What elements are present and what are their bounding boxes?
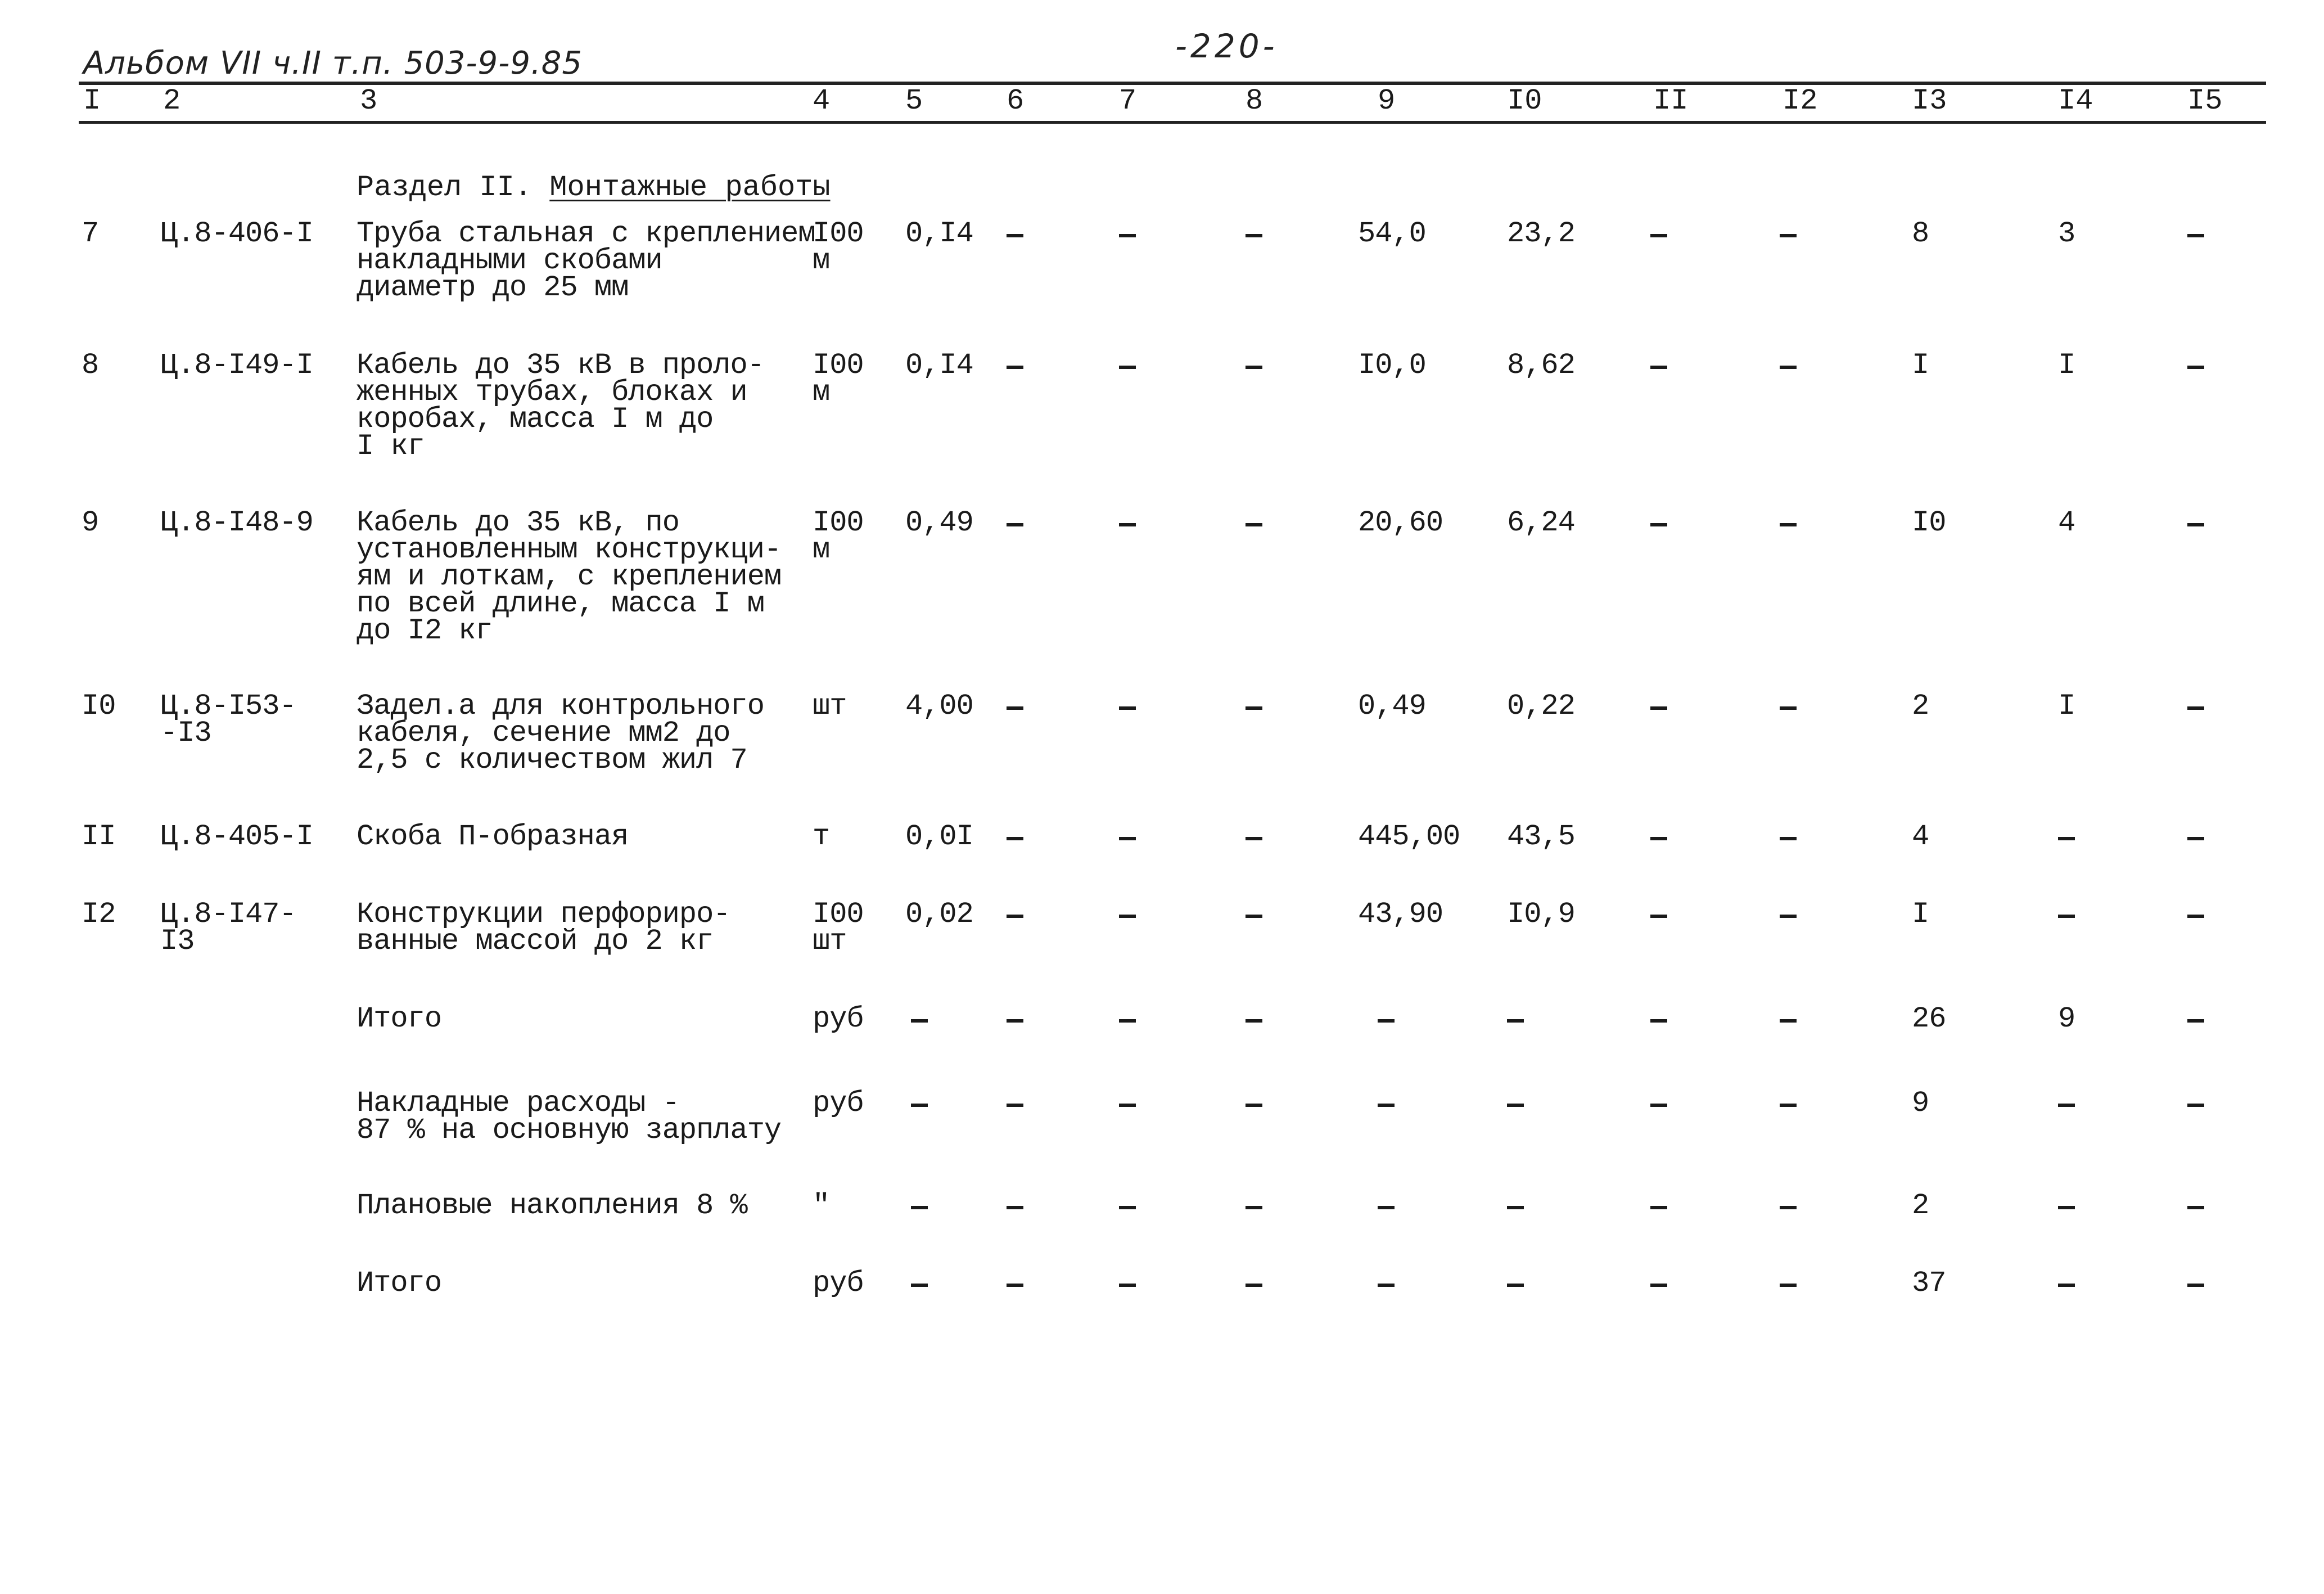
column-number: 8	[1246, 84, 1263, 118]
empty-dash	[1650, 837, 1667, 840]
empty-dash	[1246, 915, 1262, 918]
empty-dash	[1119, 1206, 1136, 1209]
cell-col-10: I0,9	[1507, 898, 1575, 931]
empty-dash	[1780, 366, 1797, 369]
empty-dash	[1246, 523, 1262, 526]
empty-dash	[2187, 1019, 2204, 1023]
cell-col-10: 23,2	[1507, 217, 1575, 250]
work-name: Конструкции перфориро- ванные массой до 2 кг	[357, 898, 730, 958]
unit-of-measure: шт	[813, 690, 847, 723]
empty-dash	[1650, 915, 1667, 918]
row-number: I0	[82, 690, 116, 723]
empty-dash	[2187, 915, 2204, 918]
cell-col-9: 0,49	[1358, 690, 1426, 723]
empty-dash	[1650, 1206, 1667, 1209]
cell-col-14: 4	[2058, 506, 2075, 539]
empty-dash	[1780, 1206, 1797, 1209]
section-title	[357, 171, 831, 204]
empty-dash	[1007, 234, 1023, 237]
cell-col-9: I0,0	[1358, 349, 1426, 382]
empty-dash	[1780, 1104, 1797, 1107]
price-code: Ц.8-I53- -I3	[160, 690, 296, 750]
work-name: Скоба П-образная	[357, 820, 629, 853]
album-reference: Альбом VII ч.II т.п. 503-9-9.85	[83, 45, 583, 82]
empty-dash	[1007, 366, 1023, 369]
unit-of-measure: I00 м	[813, 349, 864, 409]
empty-dash	[1246, 1104, 1262, 1107]
empty-dash	[1650, 1284, 1667, 1287]
work-name: Задел.а для контрольного кабеля, сечение мм2 до 2,5 с количеством жил 7	[357, 690, 764, 777]
work-name: Кабель до 35 кВ в проло- женных трубах, блоках и коробах, масса I м до I кг	[357, 349, 764, 463]
work-name: Накладные расходы - 87 % на основную зарплату	[357, 1087, 782, 1147]
empty-dash	[1650, 523, 1667, 526]
empty-dash	[2187, 234, 2204, 237]
column-number: I2	[1783, 84, 1818, 118]
empty-dash	[1246, 1284, 1262, 1287]
empty-dash	[1246, 1019, 1262, 1023]
unit-of-measure: I00 м	[813, 506, 864, 566]
column-number: I4	[2058, 84, 2093, 118]
row-number: I2	[82, 898, 116, 931]
column-number: I3	[1912, 84, 1947, 118]
empty-dash	[2058, 1104, 2075, 1107]
header-rule-bottom	[79, 121, 2266, 124]
empty-dash	[1780, 234, 1797, 237]
column-number: I5	[2187, 84, 2223, 118]
empty-dash	[911, 1206, 928, 1209]
cell-col-13: 2	[1912, 690, 1929, 723]
unit-of-measure: руб	[813, 1267, 864, 1300]
empty-dash	[1378, 1019, 1395, 1023]
empty-dash	[2187, 706, 2204, 710]
empty-dash	[1119, 234, 1136, 237]
empty-dash	[1119, 366, 1136, 369]
work-name: Итого	[357, 1267, 442, 1300]
empty-dash	[1507, 1019, 1524, 1023]
cell-col-9: 20,60	[1358, 506, 1443, 539]
empty-dash	[1780, 706, 1797, 710]
empty-dash	[2187, 1206, 2204, 1209]
unit-of-measure: I00 шт	[813, 898, 864, 958]
price-code: Ц.8-I48-9	[160, 506, 313, 539]
empty-dash	[2058, 1284, 2075, 1287]
empty-dash	[2187, 523, 2204, 526]
empty-dash	[1780, 1284, 1797, 1287]
column-number: II	[1653, 84, 1689, 118]
unit-of-measure: I00 м	[813, 217, 864, 277]
unit-of-measure: руб	[813, 1087, 864, 1120]
cell-col-14: I	[2058, 349, 2075, 382]
cell-col-13: 26	[1912, 1002, 1946, 1035]
empty-dash	[1119, 706, 1136, 710]
column-number: 9	[1378, 84, 1396, 118]
empty-dash	[1507, 1104, 1524, 1107]
empty-dash	[1007, 1206, 1023, 1209]
empty-dash	[911, 1019, 928, 1023]
cell-col-13: 37	[1912, 1267, 1946, 1300]
column-number: 5	[905, 84, 923, 118]
column-number: 6	[1007, 84, 1025, 118]
empty-dash	[1246, 1206, 1262, 1209]
empty-dash	[1246, 837, 1262, 840]
empty-dash	[1119, 915, 1136, 918]
empty-dash	[1007, 523, 1023, 526]
empty-dash	[1650, 234, 1667, 237]
cell-col-13: I0	[1912, 506, 1946, 539]
empty-dash	[1119, 1019, 1136, 1023]
cell-col-9: 445,00	[1358, 820, 1460, 853]
price-code: Ц.8-406-I	[160, 217, 313, 250]
empty-dash	[1007, 1019, 1023, 1023]
empty-dash	[1507, 1284, 1524, 1287]
empty-dash	[911, 1104, 928, 1107]
cell-col-13: I	[1912, 898, 1929, 931]
cell-col-5: 0,02	[905, 898, 973, 931]
empty-dash	[2058, 1206, 2075, 1209]
cell-col-5: 4,00	[905, 690, 973, 723]
empty-dash	[1378, 1104, 1395, 1107]
empty-dash	[1007, 837, 1023, 840]
cell-col-5: 0,I4	[905, 217, 973, 250]
empty-dash	[1119, 523, 1136, 526]
unit-of-measure: "	[813, 1189, 830, 1222]
cell-col-14: 9	[2058, 1002, 2075, 1035]
section-prefix: Раздел II.	[357, 171, 533, 204]
empty-dash	[1378, 1284, 1395, 1287]
column-number: 2	[163, 84, 181, 118]
cell-col-13: 8	[1912, 217, 1929, 250]
empty-dash	[1007, 706, 1023, 710]
empty-dash	[911, 1284, 928, 1287]
unit-of-measure: т	[813, 820, 830, 853]
row-number: 7	[82, 217, 99, 250]
cell-col-13: 9	[1912, 1087, 1929, 1120]
cell-col-9: 54,0	[1358, 217, 1426, 250]
empty-dash	[1246, 234, 1262, 237]
price-code: Ц.8-I47- I3	[160, 898, 296, 958]
empty-dash	[1007, 915, 1023, 918]
empty-dash	[1780, 837, 1797, 840]
empty-dash	[2187, 366, 2204, 369]
empty-dash	[2058, 837, 2075, 840]
cell-col-10: 8,62	[1507, 349, 1575, 382]
price-code: Ц.8-I49-I	[160, 349, 313, 382]
work-name: Труба стальная с креплением накладными скобами диаметр до 25 мм	[357, 217, 815, 304]
empty-dash	[1650, 1104, 1667, 1107]
empty-dash	[1119, 1284, 1136, 1287]
empty-dash	[1650, 706, 1667, 710]
row-number: 9	[82, 506, 99, 539]
empty-dash	[1246, 706, 1262, 710]
column-number: I0	[1507, 84, 1542, 118]
empty-dash	[1650, 366, 1667, 369]
cell-col-13: 2	[1912, 1189, 1929, 1222]
work-name: Кабель до 35 кВ, по установленным конструкци- ям и лоткам, с креплением по всей длине, масса I м до I2 кг	[357, 506, 782, 647]
cell-col-10: 0,22	[1507, 690, 1575, 723]
empty-dash	[2187, 1284, 2204, 1287]
empty-dash	[1378, 1206, 1395, 1209]
column-number: 4	[813, 84, 831, 118]
column-number: I	[83, 84, 101, 118]
page-number: -220-	[1175, 27, 1278, 65]
empty-dash	[1119, 837, 1136, 840]
empty-dash	[1780, 523, 1797, 526]
cell-col-5: 0,49	[905, 506, 973, 539]
empty-dash	[2187, 837, 2204, 840]
cell-col-14: I	[2058, 690, 2075, 723]
cell-col-10: 43,5	[1507, 820, 1575, 853]
cell-col-5: 0,0I	[905, 820, 973, 853]
cell-col-9: 43,90	[1358, 898, 1443, 931]
cell-col-5: 0,I4	[905, 349, 973, 382]
empty-dash	[1007, 1104, 1023, 1107]
cell-col-14: 3	[2058, 217, 2075, 250]
unit-of-measure: руб	[813, 1002, 864, 1035]
work-name: Итого	[357, 1002, 442, 1035]
section-name: Монтажные работы	[549, 171, 831, 204]
price-code: Ц.8-405-I	[160, 820, 313, 853]
column-number: 3	[360, 84, 378, 118]
empty-dash	[1119, 1104, 1136, 1107]
empty-dash	[1650, 1019, 1667, 1023]
cell-col-10: 6,24	[1507, 506, 1575, 539]
empty-dash	[1780, 1019, 1797, 1023]
column-number: 7	[1119, 84, 1137, 118]
empty-dash	[2058, 915, 2075, 918]
empty-dash	[2187, 1104, 2204, 1107]
cell-col-13: I	[1912, 349, 1929, 382]
row-number: II	[82, 820, 116, 853]
empty-dash	[1007, 1284, 1023, 1287]
row-number: 8	[82, 349, 99, 382]
cell-col-13: 4	[1912, 820, 1929, 853]
work-name: Плановые накопления 8 %	[357, 1189, 747, 1222]
empty-dash	[1507, 1206, 1524, 1209]
empty-dash	[1246, 366, 1262, 369]
empty-dash	[1780, 915, 1797, 918]
